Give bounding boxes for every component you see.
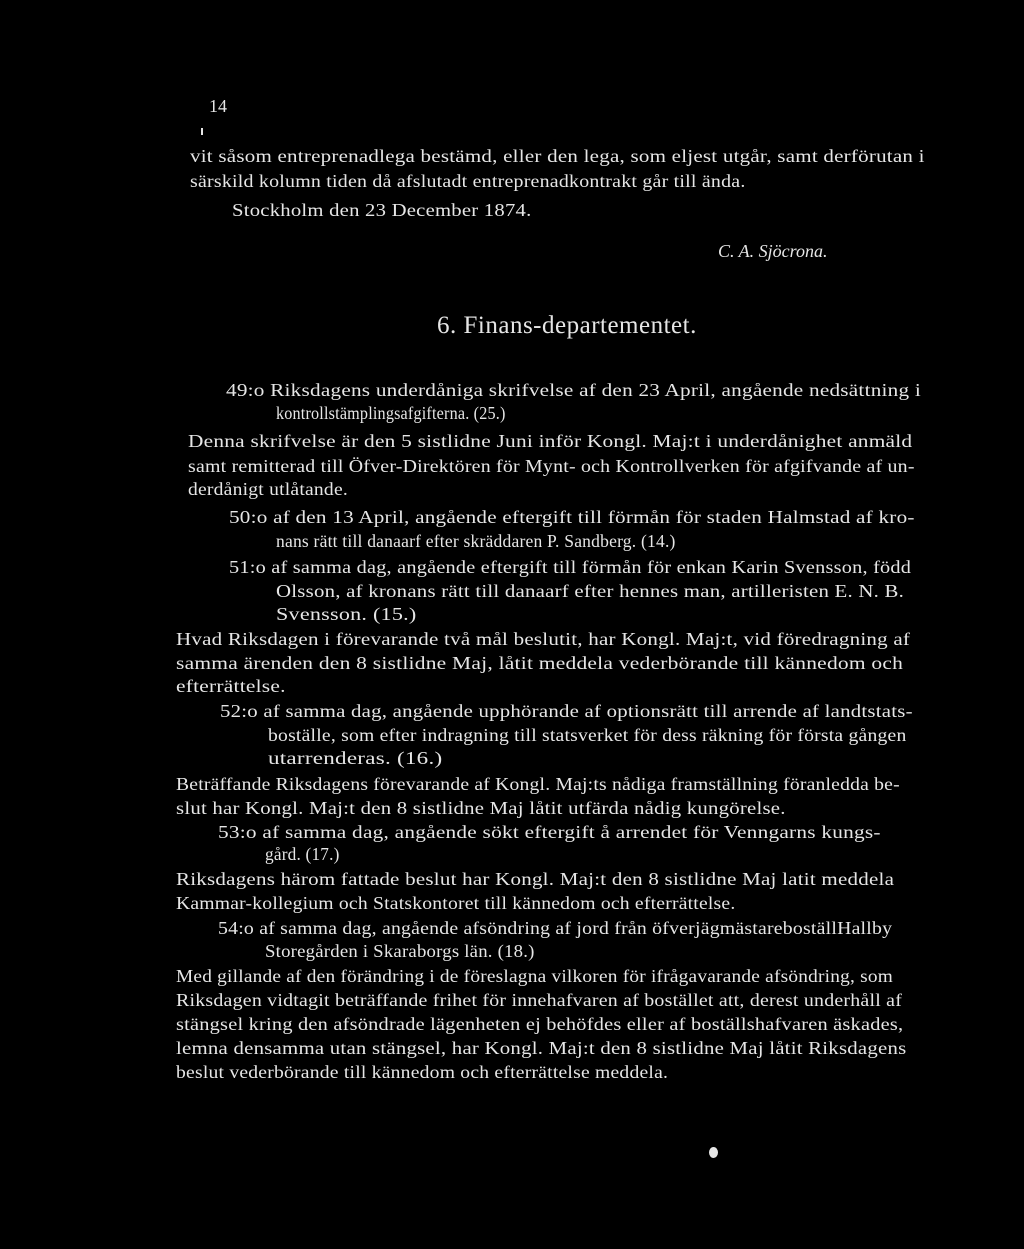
section-heading: 6. Finans-departementet. [437,312,697,339]
text-line: Svensson. (15.) [276,604,417,624]
text-line: nans rätt till danaarf efter skräddaren P. Sandberg. (14.) [276,531,676,551]
text-line: Riksdagen vidtagit beträffande frihet för innehafvaren af bostället att, derest underhåll af [176,990,903,1010]
text-line: Denna skrifvelse är den 5 sistlidne Juni inför Kongl. Maj:t i underdånighet anmäld [188,431,913,451]
text-line: 51:o af samma dag, angående eftergift till förmån för enkan Karin Svensson, född [229,557,912,577]
margin-mark [201,128,203,135]
text-line: Stockholm den 23 December 1874. [232,200,532,220]
text-line: Kammar-kollegium och Statskontoret till kännedom och efterrättelse. [176,893,736,913]
text-line: samt remitterad till Öfver-Direktören för Mynt- och Kontrollverken för afgifvande af un- [188,456,915,476]
text-line: beslut vederbörande till kännedom och efterrättelse meddela. [176,1062,669,1082]
text-line: särskild kolumn tiden då afslutadt entreprenadkontrakt går till ända. [190,171,746,191]
text-line: Riksdagens härom fattade beslut har Kongl. Maj:t den 8 sistlidne Maj latit meddela [176,869,895,889]
text-line: 52:o af samma dag, angående upphörande af optionsrätt till arrende af landtstats- [220,701,913,721]
text-line: Med gillande af den förändring i de föreslagna vilkoren för ifrågavarande afsöndring, som [176,966,894,986]
text-line: stängsel kring den afsöndrade lägenheten ej behöfdes eller af boställshafvaren äskades, [176,1014,904,1034]
text-line: samma ärenden den 8 sistlidne Maj, låtit meddela vederbörande till kännedom och [176,653,904,673]
text-line: 49:o Riksdagens underdåniga skrifvelse af den 23 April, angående nedsättning i [226,380,922,400]
text-line: boställe, som efter indragning till statsverket för dess räkning för första gången [268,725,907,745]
text-line: Storegården i Skaraborgs län. (18.) [265,941,535,961]
text-line: derdånigt utlåtande. [188,479,348,499]
page-number: 14 [209,96,227,116]
text-line: utarrenderas. (16.) [268,748,443,768]
text-line: lemna densamma utan stängsel, har Kongl. Maj:t den 8 sistlidne Maj låtit Riksdagens [176,1038,907,1058]
ink-dot [709,1147,718,1158]
text-line: efterrättelse. [176,676,286,696]
text-line: slut har Kongl. Maj:t den 8 sistlidne Maj låtit utfärda nådig kungörelse. [176,798,786,818]
text-line: 54:o af samma dag, angående afsöndring af jord från öfverjägmästareboställHallby [218,918,893,938]
text-line: gård. (17.) [265,844,340,864]
text-line: Olsson, af kronans rätt till danaarf efter hennes man, artilleristen E. N. B. [276,581,905,601]
text-line: 50:o af den 13 April, angående eftergift till förmån för staden Halmstad af kro- [229,507,915,527]
text-line: Hvad Riksdagen i förevarande två mål beslutit, har Kongl. Maj:t, vid föredragning af [176,629,911,649]
text-line: vit såsom entreprenadlega bestämd, eller den lega, som eljest utgår, samt derförutan i [190,146,925,166]
text-line: kontrollstämplingsafgifterna. (25.) [276,403,506,423]
text-line: 53:o af samma dag, angående sökt eftergift å arrendet för Venngarns kungs- [218,822,881,842]
text-line: Beträffande Riksdagens förevarande af Kongl. Maj:ts nådiga framställning föranledda be- [176,774,900,794]
signature: C. A. Sjöcrona. [718,241,828,261]
